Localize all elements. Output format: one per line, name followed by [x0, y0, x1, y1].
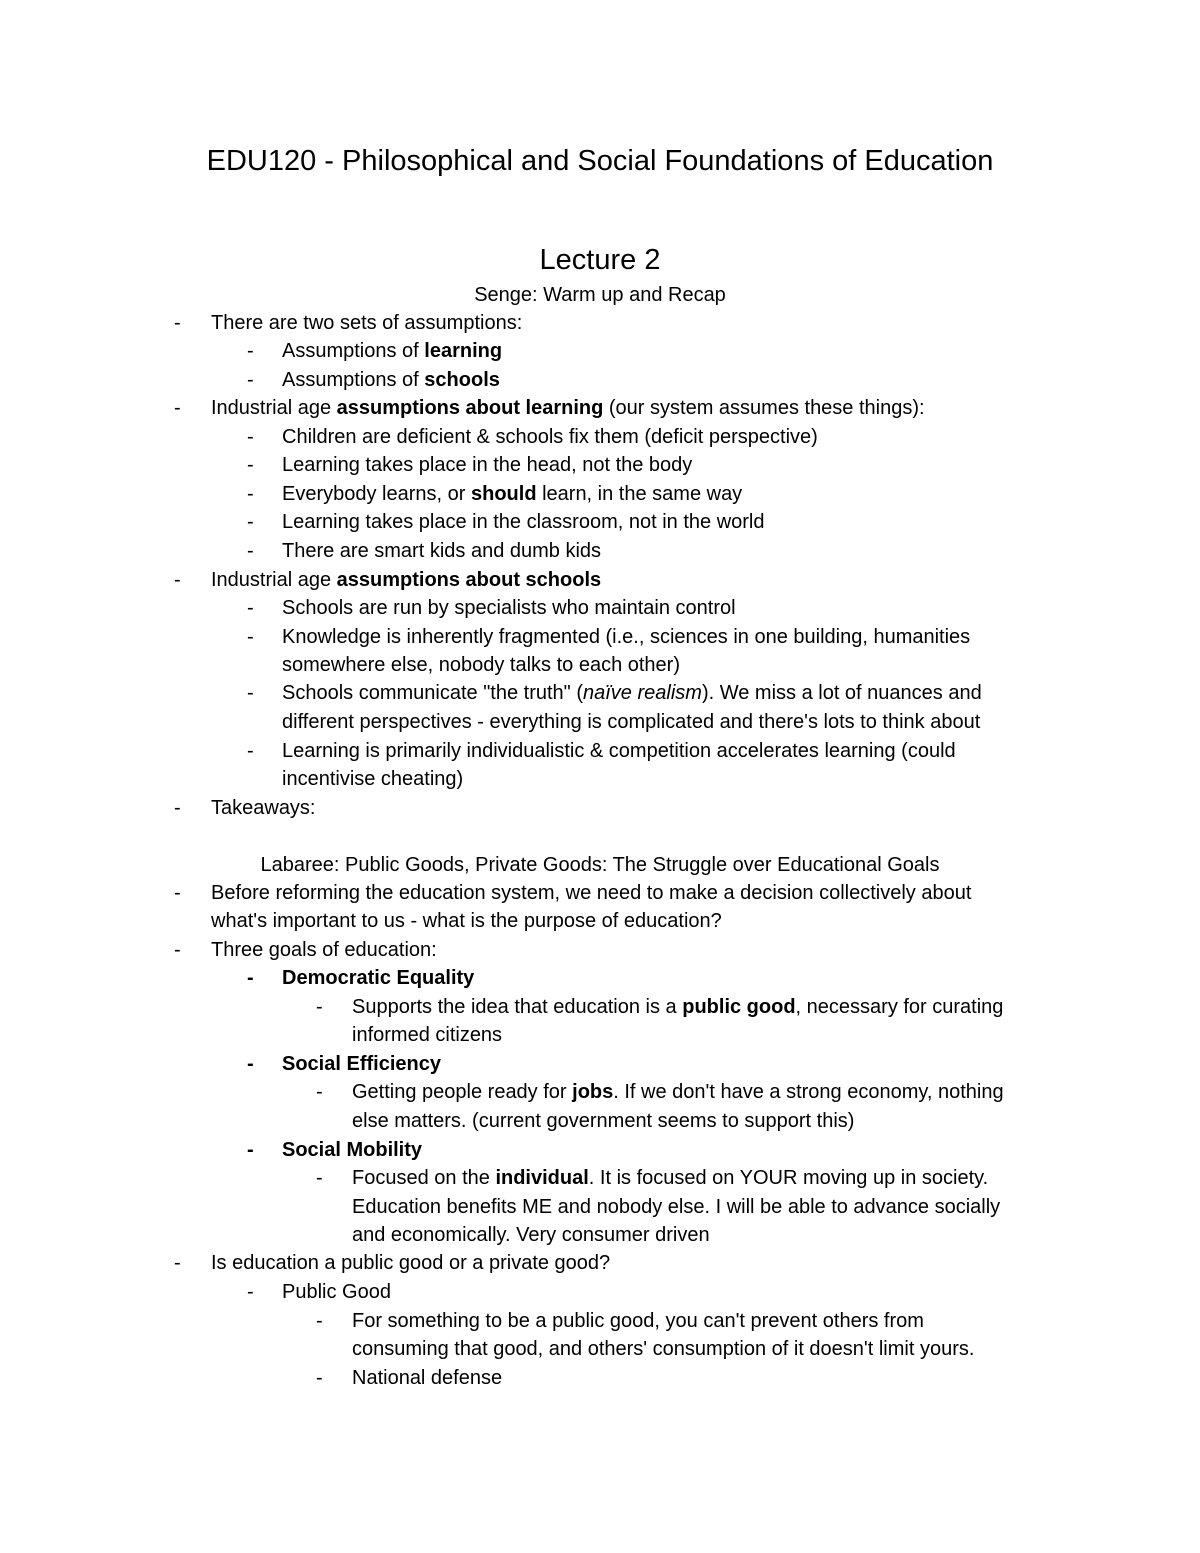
bullet-dash: -	[174, 882, 181, 904]
bullet-dash: -	[174, 1252, 181, 1274]
bullet-dash: -	[247, 426, 254, 448]
bullet-dash: -	[247, 511, 254, 533]
list-item-continuation: and economically. Very consumer driven	[352, 1224, 710, 1246]
list-item: Social Mobility	[282, 1139, 423, 1161]
list-item-continuation: different perspectives - everything is complicated and there's lots to think about	[282, 711, 981, 733]
bullet-dash: -	[247, 626, 254, 648]
list-item: Before reforming the education system, we need to make a decision collectively about	[211, 882, 972, 904]
bullet-dash: -	[316, 1310, 323, 1332]
list-item: Schools communicate "the truth" (naïve realism). We miss a lot of nuances and	[282, 682, 982, 704]
bullet-dash: -	[247, 682, 254, 704]
list-item: Schools are run by specialists who maintain control	[282, 597, 736, 619]
list-item: For something to be a public good, you can't prevent others from	[352, 1310, 924, 1332]
bullet-dash: -	[316, 1367, 323, 1389]
list-item: Takeaways:	[211, 797, 316, 819]
list-item-continuation: else matters. (current government seems to support this)	[352, 1110, 855, 1132]
bullet-dash: -	[247, 967, 254, 989]
list-item: Children are deficient & schools fix them (deficit perspective)	[282, 426, 818, 448]
list-item: Everybody learns, or should learn, in the same way	[282, 483, 743, 505]
bullet-dash: -	[247, 369, 254, 391]
list-item-continuation: what's important to us - what is the purpose of education?	[211, 910, 722, 932]
list-item: Social Efficiency	[282, 1053, 441, 1075]
bullet-dash: -	[247, 1139, 254, 1161]
bullet-dash: -	[174, 797, 181, 819]
list-item-continuation: incentivise cheating)	[282, 768, 464, 790]
bullet-dash: -	[316, 1081, 323, 1103]
list-item-continuation: consuming that good, and others' consumption of it doesn't limit yours.	[352, 1338, 975, 1360]
list-item: Democratic Equality	[282, 967, 475, 989]
list-item: Focused on the individual. It is focused on YOUR moving up in society.	[352, 1167, 989, 1189]
list-item: Getting people ready for jobs. If we don't have a strong economy, nothing	[352, 1081, 1004, 1103]
bullet-dash: -	[316, 1167, 323, 1189]
senge-heading: Senge: Warm up and Recap	[474, 284, 726, 306]
bullet-dash: -	[247, 1053, 254, 1075]
document-title: EDU120 - Philosophical and Social Foundations of Education	[206, 145, 994, 177]
list-item: Learning takes place in the classroom, not in the world	[282, 511, 765, 533]
list-item: There are two sets of assumptions:	[211, 312, 523, 334]
list-item: Assumptions of learning	[282, 340, 503, 362]
list-item-continuation: somewhere else, nobody talks to each other)	[282, 654, 680, 676]
list-item: Industrial age assumptions about schools	[211, 569, 602, 591]
bullet-dash: -	[316, 996, 323, 1018]
bullet-dash: -	[174, 397, 181, 419]
labaree-heading: Labaree: Public Goods, Private Goods: The Struggle over Educational Goals	[260, 854, 940, 876]
bullet-dash: -	[174, 569, 181, 591]
bullet-dash: -	[247, 1281, 254, 1303]
bullet-dash: -	[247, 483, 254, 505]
list-item: Knowledge is inherently fragmented (i.e., sciences in one building, humanities	[282, 626, 971, 648]
bullet-dash: -	[247, 454, 254, 476]
bullet-dash: -	[174, 312, 181, 334]
list-item: There are smart kids and dumb kids	[282, 540, 602, 562]
list-item-continuation: informed citizens	[352, 1024, 503, 1046]
bullet-dash: -	[247, 340, 254, 362]
lecture-heading: Lecture 2	[539, 244, 661, 276]
list-item: Assumptions of schools	[282, 369, 500, 391]
list-item-continuation: Education benefits ME and nobody else. I will be able to advance socially	[352, 1196, 1001, 1218]
bullet-dash: -	[247, 540, 254, 562]
list-item: Learning is primarily individualistic & competition accelerates learning (could	[282, 740, 956, 762]
bullet-dash: -	[247, 740, 254, 762]
list-item: Learning takes place in the head, not the body	[282, 454, 693, 476]
list-item: Public Good	[282, 1281, 391, 1303]
list-item: Industrial age assumptions about learning (our system assumes these things):	[211, 397, 925, 419]
list-item: Supports the idea that education is a public good, necessary for curating	[352, 996, 1004, 1018]
list-item: Is education a public good or a private good?	[211, 1252, 611, 1274]
list-item: Three goals of education:	[211, 939, 437, 961]
bullet-dash: -	[174, 939, 181, 961]
bullet-dash: -	[247, 597, 254, 619]
list-item: National defense	[352, 1367, 503, 1389]
